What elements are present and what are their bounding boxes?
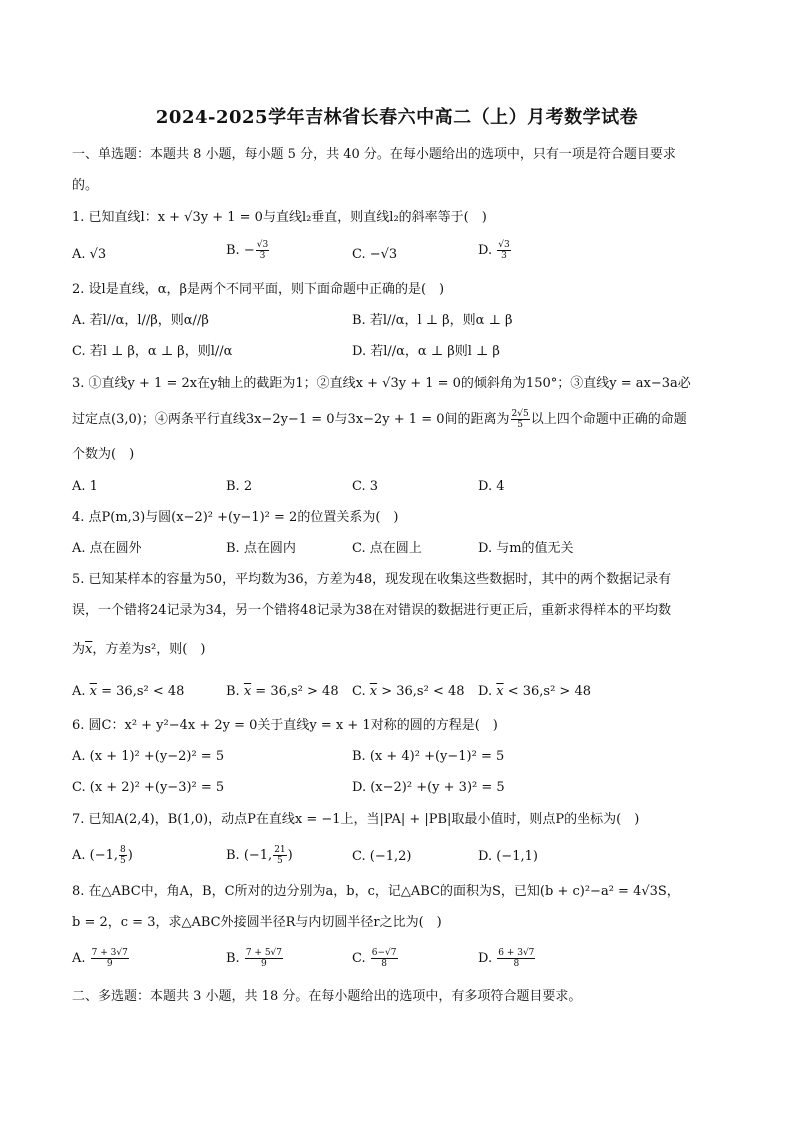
option-text: = 36,s² < 48 (97, 684, 185, 699)
q5-line1: 5. 已知某样本的容量为50，平均数为36，方差为48，现发现在收集这些数据时，其中的两个数据记录有 (72, 572, 672, 587)
q3-line2 (72, 409, 734, 430)
q6-option-d: D. (x−2)² +(y + 3)² = 5 (352, 780, 505, 795)
q1-option-b (226, 240, 270, 261)
q6-stem: 6. 圆C：x² + y²−4x + 2y = 0关于直线y = x + 1对称的圆的方程是( ) (72, 718, 498, 733)
q5-option-b (226, 682, 339, 702)
option-prefix: A. (−1, (72, 848, 119, 863)
q3-option-d: D. 4 (478, 479, 505, 494)
fraction-denominator: 8 (381, 959, 387, 969)
q8-option-b-fraction (245, 948, 283, 969)
q2-option-c: C. 若l ⊥ β，α ⊥ β，则l//α (72, 344, 233, 359)
option-prefix: A. (72, 951, 86, 966)
option-prefix: B. (226, 684, 244, 699)
fraction-numerator: 21 (274, 845, 286, 855)
q2-stem: 2. 设l是直线，α，β是两个不同平面，则下面命题中正确的是( ) (72, 282, 445, 297)
option-prefix: A. (72, 684, 90, 699)
fraction-numerator: 2√5 (511, 409, 529, 419)
fraction-numerator: √3 (498, 240, 510, 250)
mean-x-bar: $\overline{x}$ (369, 684, 378, 699)
q8-option-d (478, 948, 536, 969)
option-prefix: B. (−1, (226, 848, 273, 863)
q3-line3: 个数为( ) (72, 447, 135, 462)
q5-line3 (72, 640, 734, 660)
q5-line2: 误，一个错将24记录为34，另一个错将48记录为38在对错误的数据进行更正后，重新求得样本的平均数 (72, 603, 672, 618)
q1-option-d-fraction (497, 240, 510, 261)
option-prefix: B. (226, 951, 240, 966)
fraction-numerator: 7 + 5√7 (245, 948, 283, 958)
q7-option-d: D. (−1,1) (478, 849, 538, 864)
fraction-numerator: √3 (256, 240, 269, 250)
q6-option-c: C. (x + 2)² +(y−3)² = 5 (72, 780, 225, 795)
q6-option-a: A. (x + 1)² +(y−2)² = 5 (72, 749, 225, 764)
section1-heading: 一、单选题：本题共 8 小题，每小题 5 分，共 40 分。在每小题给出的选项中，只有一项是符合题目要求 (72, 147, 676, 162)
option-suffix: ) (127, 848, 133, 863)
q5-line3-end: ，方差为s²，则( ) (92, 642, 206, 657)
q1-option-b-fraction (256, 240, 269, 261)
q3-option-c: C. 3 (352, 479, 379, 494)
fraction-denominator: 9 (106, 959, 113, 969)
q8-option-c (352, 948, 399, 969)
option-prefix: D. (478, 951, 493, 966)
option-text: = 36,s² > 48 (251, 684, 339, 699)
q8-option-a (72, 948, 130, 969)
q3-line2-end: 以上四个命题中正确的命题 (530, 412, 687, 427)
q1-option-d-prefix: D. (478, 243, 493, 258)
option-suffix: ) (287, 848, 293, 863)
q3-distance-fraction (511, 409, 530, 430)
q5-option-d (478, 682, 591, 702)
fraction-denominator: 5 (120, 856, 126, 866)
q1-stem: 1. 已知直线l：x + √3y + 1 = 0与直线l₂垂直，则直线l₂的斜率等于( ) (72, 210, 487, 225)
fraction-denominator: 3 (501, 251, 507, 261)
q3-line2-start: 过定点(3,0)；④两条平行直线3x−2y−1 = 0与3x−2y + 1 = 0间的距离为 (72, 412, 510, 427)
fraction-denominator: 5 (517, 420, 523, 430)
fraction-denominator: 3 (259, 251, 266, 261)
option-text: > 36,s² < 48 (377, 684, 465, 699)
q8-option-a-fraction (91, 948, 129, 969)
option-prefix: D. (478, 684, 497, 699)
q2-option-d: D. 若l//α，α ⊥ β则l ⊥ β (352, 344, 500, 359)
q4-stem: 4. 点P(m,3)与圆(x−2)² +(y−1)² = 2的位置关系为( ) (72, 510, 399, 525)
fraction-numerator: 6 + 3√7 (498, 948, 535, 958)
mean-x-bar: $\overline{x}$ (496, 684, 504, 699)
q5-option-a (72, 682, 184, 702)
q8-line2: b = 2，c = 3，求△ABC外接圆半径R与内切圆半径r之比为( ) (72, 915, 442, 930)
q2-option-b: B. 若l//α，l ⊥ β，则α ⊥ β (352, 313, 513, 328)
q2-option-a: A. 若l//α，l//β，则α//β (72, 313, 209, 328)
fraction-numerator: 7 + 3√7 (91, 948, 128, 958)
q5-option-c (352, 682, 465, 702)
option-prefix: C. (352, 684, 370, 699)
q7-option-a-fraction (119, 845, 127, 866)
q7-stem: 7. 已知A(2,4)，B(1,0)，动点P在直线x = −1上，当|PA| + |PB|取最小值时，则点P的坐标为( ) (72, 812, 640, 827)
q8-option-d-fraction (497, 948, 535, 969)
fraction-denominator: 8 (513, 959, 520, 969)
q1-option-d (478, 240, 512, 261)
q6-option-b: B. (x + 4)² +(y−1)² = 5 (352, 749, 505, 764)
fraction-denominator: 9 (261, 959, 267, 969)
q7-option-b-fraction (273, 845, 286, 866)
section2-heading: 二、多选题：本题共 3 小题，共 18 分。在每小题给出的选项中，有多项符合题目要求。 (72, 989, 582, 1004)
mean-x-bar: $\overline{x}$ (89, 684, 97, 699)
page-title: 2024-2025学年吉林省长春六中高二（上）月考数学试卷 (155, 107, 639, 128)
q1-option-c: C. −√3 (352, 247, 398, 262)
mean-x-bar: $\overline{x}$ (243, 684, 252, 699)
q4-option-c: C. 点在圆上 (352, 541, 422, 556)
option-prefix: C. (352, 951, 366, 966)
option-text: < 36,s² > 48 (503, 684, 591, 699)
q1-option-b-prefix: B. − (226, 243, 255, 258)
q8-option-b (226, 948, 284, 969)
q4-option-a: A. 点在圆外 (72, 541, 142, 556)
q3-option-b: B. 2 (226, 479, 253, 494)
q3-option-a: A. 1 (72, 479, 98, 494)
q4-option-b: B. 点在圆内 (226, 541, 296, 556)
q3-line1: 3. ①直线y + 1 = 2x在y轴上的截距为1；②直线x + √3y + 1 = 0的倾斜角为150°；③直线y = ax−3a必 (72, 376, 691, 391)
fraction-numerator: 8 (120, 845, 126, 855)
q7-option-b (226, 845, 293, 866)
fraction-numerator: 6−√7 (371, 948, 397, 958)
q5-line3-start: 为 (72, 642, 86, 657)
mean-x-bar: $\overline{x}$ (85, 642, 93, 657)
q7-option-a (72, 845, 133, 866)
q8-line1: 8. 在△ABC中，角A，B，C所对的边分别为a，b，c，记△ABC的面积为S，已知(b + c)²−a² = 4√3S， (72, 884, 680, 899)
q4-option-d: D. 与m的值无关 (478, 541, 574, 556)
q7-option-c: C. (−1,2) (352, 849, 412, 864)
q1-option-a: A. √3 (72, 247, 107, 262)
fraction-denominator: 5 (277, 856, 283, 866)
q8-option-c-fraction (371, 948, 398, 969)
section1-heading-cont: 的。 (72, 178, 99, 193)
